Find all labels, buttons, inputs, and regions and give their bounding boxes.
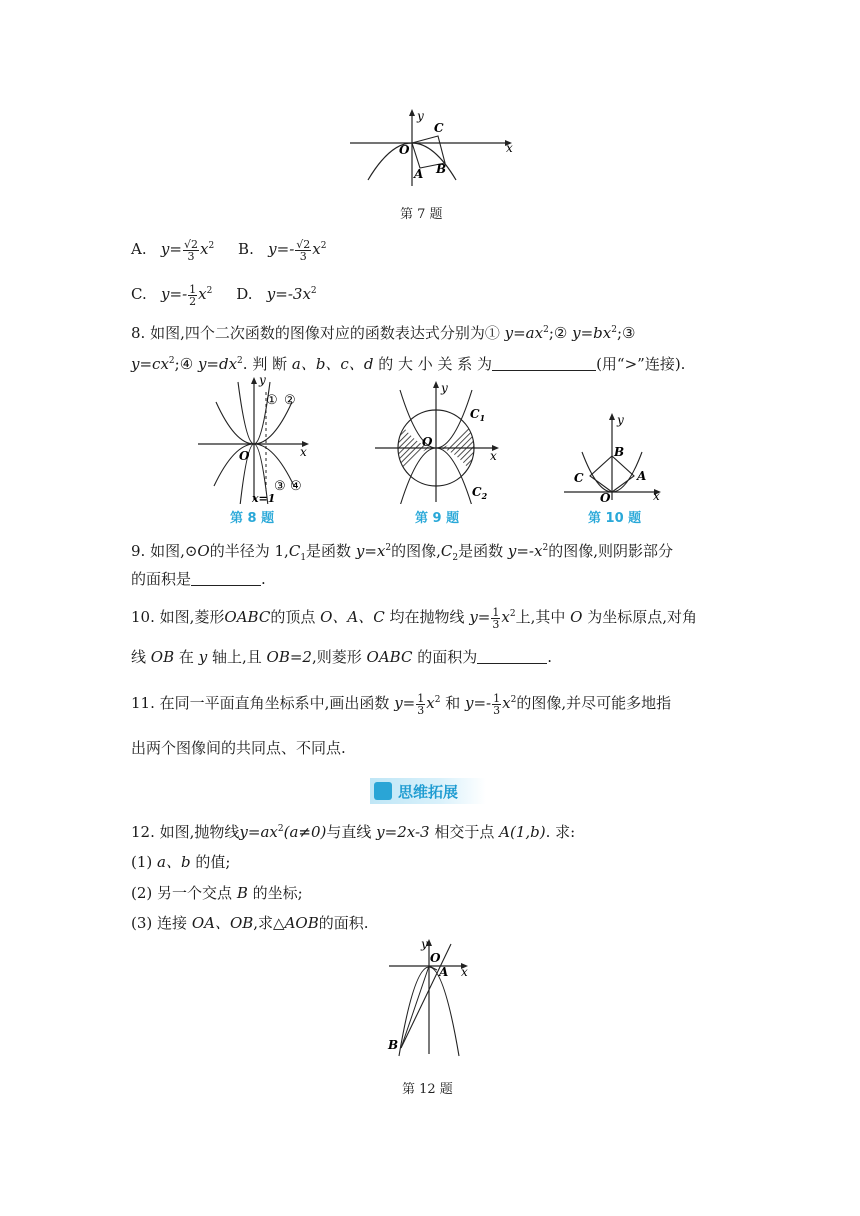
label-b: B <box>436 162 447 176</box>
svg-text:①: ① <box>266 393 278 408</box>
section-title: 思维拓展 <box>398 783 459 801</box>
option-c[interactable]: C. y=- $\frac{1}{2}$ $x^2$ <box>131 282 213 308</box>
svg-text:x: x <box>490 449 497 463</box>
option-a[interactable]: A. y= $\frac{√2}{3}$ $x^2$ <box>131 237 215 263</box>
svg-text:y: y <box>617 413 624 427</box>
svg-text:O: O <box>239 449 250 463</box>
q9-line2: 的面积是 . <box>131 570 266 588</box>
q11-line2: 出两个图像间的共同点、不同点. <box>131 739 346 757</box>
svg-text:③: ③ <box>274 479 286 494</box>
label-a: A <box>414 167 424 181</box>
svg-text:②: ② <box>284 393 296 408</box>
option-d[interactable]: D. $y=-3x^2$ <box>236 285 317 303</box>
svg-text:y: y <box>421 937 428 951</box>
line-y-2x-3 <box>401 944 451 1048</box>
label-o: O <box>399 143 410 157</box>
label-c: C <box>434 121 444 135</box>
figure-9 <box>370 380 505 504</box>
svg-text:B: B <box>388 1038 399 1052</box>
q9-line1: 9. 如图,⊙O的半径为 $1,C_1$是函数 $y=x^2$的图像$,C_2$是函数 $y=-x^2$的图像,则阴影部分 <box>131 542 673 563</box>
q8-line1: 8. 如图,四个二次函数的图像对应的函数表达式分别为① $y=ax^2;②$ $y=bx^2;③$ <box>131 324 636 342</box>
figure-7-caption: 第 7 题 <box>400 207 443 222</box>
q10-line2: 线 OB 在 y 轴上,且 OB=2,则菱形 OABC 的面积为 . <box>131 648 553 666</box>
svg-text:C: C <box>574 471 584 485</box>
svg-text:O: O <box>422 435 433 449</box>
q7-options-row1 <box>131 236 327 262</box>
figure-9-caption: 第 9 题 <box>415 511 460 526</box>
answer-blank-q8[interactable] <box>492 356 596 371</box>
figure-8 <box>196 372 316 504</box>
q8-line2: $y=cx^2;④$ $y=dx^2$. 判 断 a、b、c、d 的 大 小 关 系 为 (用“>”连接). <box>131 355 686 373</box>
figure-10 <box>562 410 667 504</box>
figure-10-caption: 第 10 题 <box>588 511 642 526</box>
q12-sub3: (3) 连接 OA、OB,求△AOB的面积. <box>131 914 369 932</box>
answer-blank-q9[interactable] <box>191 571 261 586</box>
q11-line1: 11. 在同一平面直角坐标系中,画出函数 y= $\frac{1}{3}$ $x^2$ 和 y=- $\frac{1}{3}$ $x^2$的图像,并尽可能多地指 <box>131 691 672 717</box>
svg-text:O: O <box>430 951 441 965</box>
pencil-icon <box>374 782 392 800</box>
figure-12 <box>385 936 475 1060</box>
svg-text:x: x <box>461 965 468 979</box>
label-x: x <box>506 141 513 155</box>
figure-8-caption: 第 8 题 <box>230 511 275 526</box>
q12-line1: 12. 如图,抛物线$y=ax^2(a\ne 0)$与直线 y=2x-3 相交于点 A(1,b). 求: <box>131 823 576 841</box>
svg-text:y: y <box>441 381 448 395</box>
figure-7 <box>340 108 520 188</box>
q10-line1: 10. 如图,菱形OABC的顶点 O、A、C 均在抛物线 y= $\frac{1}{3}$ $x^2$上,其中 O 为坐标原点,对角 <box>131 605 697 631</box>
answer-blank-q10[interactable] <box>477 649 547 664</box>
svg-text:A: A <box>439 965 449 979</box>
svg-text:A: A <box>637 469 647 483</box>
q7-options-row2 <box>131 281 317 307</box>
svg-text:C2: $C_2$ <box>472 485 488 501</box>
segment-ob <box>401 966 429 1048</box>
svg-text:x: x <box>653 489 660 503</box>
label-y: y <box>417 109 424 123</box>
svg-text:x: x <box>300 445 307 459</box>
svg-text:④: ④ <box>290 479 302 494</box>
option-b[interactable]: B. y=- $\frac{√2}{3}$ $x^2$ <box>238 237 327 263</box>
svg-text:y: y <box>259 373 266 387</box>
svg-text:C1: $C_1$ <box>470 407 486 423</box>
q12-sub1: (1) a、b 的值; <box>131 853 231 871</box>
q12-sub2: (2) 另一个交点 B 的坐标; <box>131 884 303 902</box>
figure-12-caption: 第 12 题 <box>402 1082 453 1097</box>
svg-text:B: B <box>614 445 625 459</box>
svg-text:O: O <box>600 491 611 504</box>
svg-text:x=1: x=1 <box>252 492 276 504</box>
section-banner <box>370 778 486 804</box>
